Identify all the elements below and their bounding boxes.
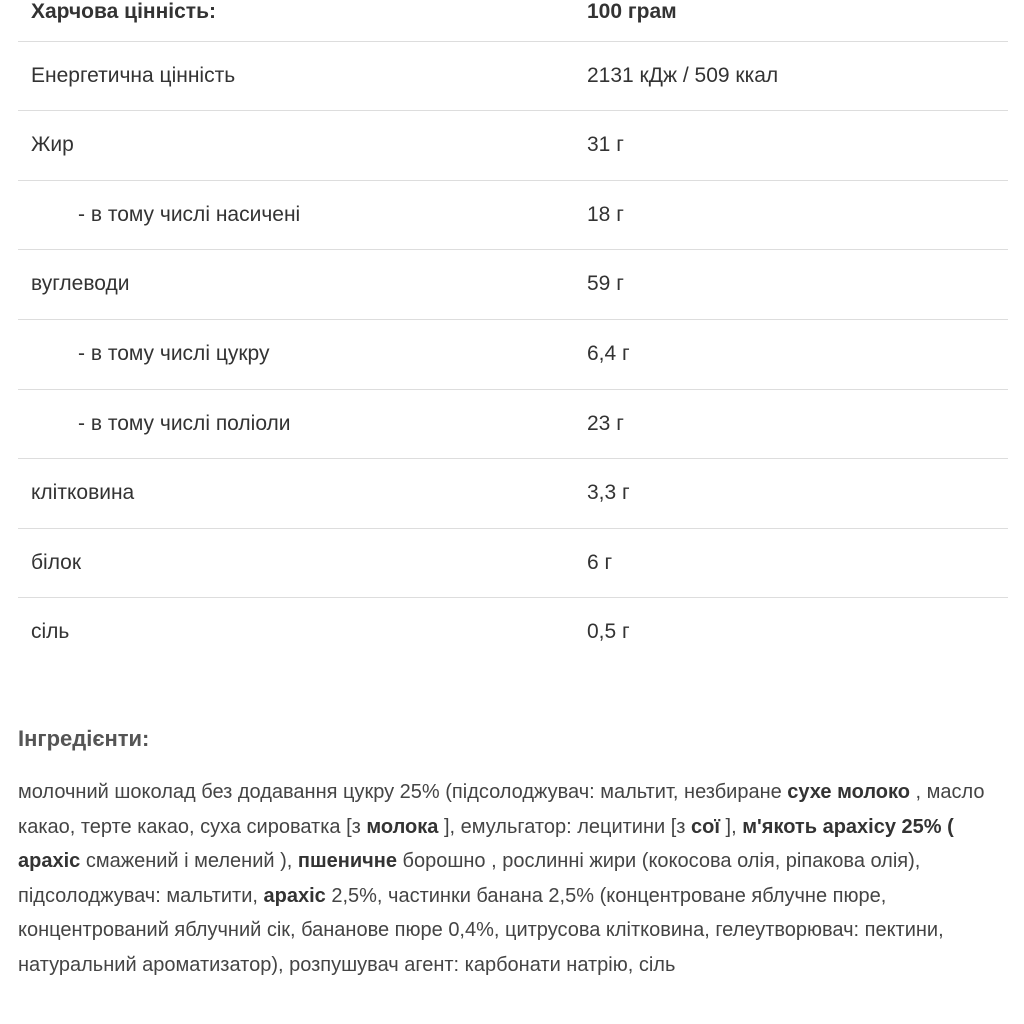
nutrient-name: Жир xyxy=(31,133,74,157)
nutrition-table xyxy=(18,0,1008,668)
nutrition-row-carbohydrates xyxy=(18,250,1008,320)
nutrition-row-salt xyxy=(18,598,1008,668)
nutrition-row-polyols xyxy=(18,390,1008,460)
nutrient-value: 18 г xyxy=(587,202,624,226)
nutrient-value: 0,5 г xyxy=(587,620,630,644)
nutrient-name: - в тому числі насичені xyxy=(78,202,301,226)
ingredient-segment: ], емульгатор: лецитини [з xyxy=(438,815,692,838)
allergen-highlight: молока xyxy=(366,815,439,838)
ingredient-segment: молочний шоколад без додавання цукру 25% (підсолоджувач: мальтит, незбиране xyxy=(18,781,788,803)
nutrition-row-saturated-fat xyxy=(18,181,1008,251)
nutrition-row-protein xyxy=(18,529,1008,599)
allergen-highlight: арахіс xyxy=(18,850,81,872)
nutrient-value: 2131 кДж / 509 ккал xyxy=(587,63,779,87)
nutrition-row-fiber xyxy=(18,459,1008,529)
allergen-highlight: пшеничне xyxy=(297,850,397,872)
nutrient-value: 6,4 г xyxy=(587,341,630,365)
nutrient-value: 6 г xyxy=(587,550,613,574)
nutrient-name: - в тому числі цукру xyxy=(78,341,270,365)
nutrient-value: 31 г xyxy=(587,133,624,157)
nutrition-header-label: Харчова цінність: xyxy=(31,0,216,23)
allergen-highlight: сої xyxy=(691,815,720,838)
nutrition-row-fat xyxy=(18,111,1008,181)
ingredients-text xyxy=(18,775,1003,982)
nutrient-name: білок xyxy=(31,550,82,574)
nutrition-header-value: 100 грам xyxy=(587,0,677,23)
allergen-highlight: сухе молоко xyxy=(787,781,910,803)
nutrition-row-energy xyxy=(18,42,1008,112)
ingredient-segment: 2,5%, частинки банана 2,5% (концентроване яблучне пюре, концентрований яблучний сік, бананове пюре 0,4%, цитрусова клітковина, гелеутворювач: пектини, натуральний ароматизатор), розпушувач агент: карбонати натрію, сіль xyxy=(18,884,944,976)
nutrient-value: 59 г xyxy=(587,272,624,296)
nutrition-header-row xyxy=(18,0,1008,42)
nutrition-row-sugars xyxy=(18,320,1008,390)
nutrient-value: 23 г xyxy=(587,411,624,435)
allergen-highlight: м'якоть арахісу 25% ( xyxy=(742,815,954,838)
ingredient-segment: смажений і мелений ), xyxy=(80,850,298,872)
nutrient-name: - в тому числі поліоли xyxy=(78,411,291,435)
nutrient-name: вуглеводи xyxy=(31,272,130,296)
ingredient-segment: , масло какао, терте какао, суха сироватка [з xyxy=(18,781,985,838)
allergen-highlight: арахіс xyxy=(263,884,326,907)
nutrient-name: сіль xyxy=(31,620,70,644)
ingredients-heading: Інгредієнти: xyxy=(18,726,150,751)
ingredient-segment: борошно , рослинні жири (кокосова олія, ріпакова олія), підсолоджувач: мальтити, xyxy=(18,850,921,907)
nutrient-name: Енергетична цінність xyxy=(31,63,236,87)
nutrient-name: клітковина xyxy=(31,481,135,505)
nutrient-value: 3,3 г xyxy=(587,481,630,505)
ingredient-segment: ], xyxy=(720,815,743,838)
